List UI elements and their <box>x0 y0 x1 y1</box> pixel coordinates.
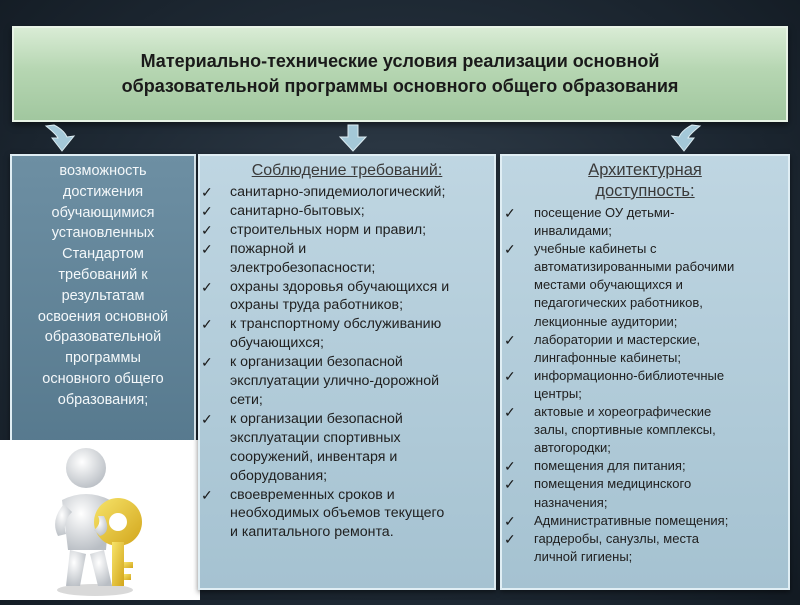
list-item <box>200 202 494 221</box>
right-column <box>500 154 790 590</box>
list-item-text: охраны здоровья обучающихся и охраны труда работников; <box>230 278 450 314</box>
checkmark-icon: ✓ <box>201 278 213 295</box>
middle-column-title: Соблюдение требований: <box>251 162 443 179</box>
list-item <box>502 457 788 475</box>
list-item-text: санитарно-бытовых; <box>230 202 365 219</box>
checkmark-icon: ✓ <box>504 241 516 258</box>
list-item <box>200 486 494 543</box>
checkmark-icon: ✓ <box>201 202 213 219</box>
list-item-text: санитарно-эпидемиологический; <box>230 184 446 200</box>
illustration <box>0 440 200 600</box>
list-item <box>502 475 788 511</box>
list-item-text: учебные кабинеты с автоматизированными рабочими местами обучающихся и педагогических работников, лекционные аудитории; <box>534 241 735 329</box>
list-item <box>200 278 494 316</box>
checkmark-icon: ✓ <box>201 410 213 427</box>
list-item-text: помещения медицинского назначения; <box>534 476 692 510</box>
list-item-text: Административные помещения; <box>534 512 729 528</box>
person-with-key-icon <box>0 440 200 600</box>
list-item <box>502 204 788 240</box>
list-item <box>502 512 788 530</box>
list-item <box>200 353 494 410</box>
down-arrow-icon <box>44 124 78 152</box>
checkmark-icon: ✓ <box>504 512 516 529</box>
list-item <box>502 331 788 367</box>
list-item <box>200 315 494 353</box>
list-item <box>502 530 788 566</box>
checkmark-icon: ✓ <box>201 240 213 257</box>
list-item <box>502 403 788 457</box>
checkmark-icon: ✓ <box>504 367 516 384</box>
list-item <box>200 183 494 202</box>
list-item-text: к организации безопасной эксплуатации спортивных сооружений, инвентаря и оборудования; <box>230 410 403 484</box>
list-item-text: актовые и хореографические залы, спортивные комплексы, автогородки; <box>534 404 716 456</box>
checkmark-icon: ✓ <box>201 316 213 333</box>
list-item <box>502 240 788 330</box>
middle-column <box>198 154 496 590</box>
list-item-text: своевременных сроков и необходимых объемов текущего и капитального ремонта. <box>230 486 445 541</box>
list-item-text: посещение ОУ детьми- инвалидами; <box>534 205 675 239</box>
checkmark-icon: ✓ <box>504 331 516 348</box>
checkmark-icon: ✓ <box>504 458 516 475</box>
middle-column-list <box>200 183 494 542</box>
checkmark-icon: ✓ <box>504 205 516 221</box>
checkmark-icon: ✓ <box>201 221 213 238</box>
list-item <box>200 221 494 240</box>
checkmark-icon: ✓ <box>201 486 213 503</box>
left-column-text: возможность достижения обучающимися установленных Стандартом требований к результатам освоения основной образовательной программы основного общего образования; <box>37 163 169 408</box>
list-item-text: пожарной и электробезопасности; <box>230 240 376 276</box>
list-item-text: гардеробы, санузлы, места личной гигиены; <box>534 530 699 564</box>
page-title: Материально-технические условия реализации основной образовательной программы основного общего образования <box>121 51 679 96</box>
list-item <box>200 410 494 486</box>
down-arrow-icon <box>668 124 702 152</box>
list-item-text: информационно-библиотечные центры; <box>534 367 725 401</box>
list-item-text: к транспортному обслуживанию обучающихся; <box>230 316 442 352</box>
checkmark-icon: ✓ <box>201 354 213 371</box>
down-arrow-icon <box>336 124 370 152</box>
list-item-text: лаборатории и мастерские, лингафонные кабинеты; <box>534 331 701 365</box>
title-banner <box>12 26 788 122</box>
checkmark-icon: ✓ <box>504 404 516 421</box>
list-item-text: помещения для питания; <box>534 458 686 474</box>
list-item <box>502 367 788 403</box>
checkmark-icon: ✓ <box>504 476 516 493</box>
right-column-list <box>502 204 788 566</box>
list-item-text: строительных норм и правил; <box>230 221 427 238</box>
right-column-title: Архитектурная доступность: <box>588 161 702 200</box>
checkmark-icon: ✓ <box>201 184 213 200</box>
checkmark-icon: ✓ <box>504 530 516 547</box>
list-item-text: к организации безопасной эксплуатации улично-дорожной сети; <box>230 354 440 408</box>
list-item <box>200 240 494 278</box>
